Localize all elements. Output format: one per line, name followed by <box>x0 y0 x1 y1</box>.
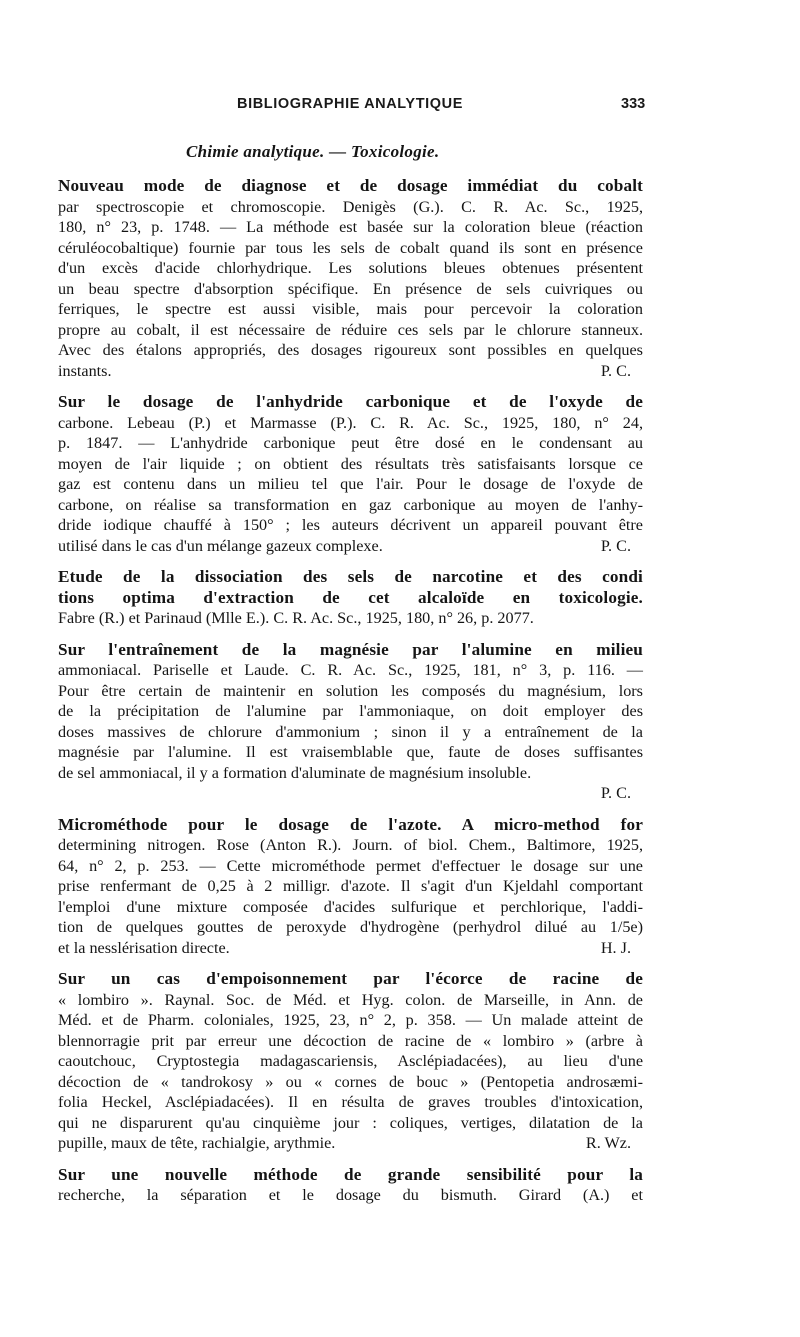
entry-line: l'emploi d'une mixture composée d'acides sulfurique et perchlorique, l'addi- <box>58 897 643 916</box>
entry-gap <box>58 381 643 392</box>
page-number: 333 <box>621 96 646 112</box>
entry-gap <box>58 629 643 640</box>
entry-line: recherche, la séparation et le dosage du bismuth. Girard (A.) et <box>58 1186 643 1204</box>
entry-line: folia Heckel, Asclépiadacées). Il en résulta de graves troubles d'intoxication, <box>58 1093 643 1111</box>
entry-anhydride-carbonique <box>58 392 643 556</box>
entry-bismuth <box>58 1165 643 1206</box>
entry-line: 64, n° 2, p. 253. — Cette microméthode permet d'effectuer le dosage sur une <box>58 856 643 875</box>
entry-gap <box>58 804 643 815</box>
entry-line: carbone, on réalise sa transformation en gaz carbonique au moyen de l'anhy- <box>58 495 643 514</box>
entry-line: qui ne disparurent qu'au cinquième jour : coliques, vertiges, dilatation de la <box>58 1113 643 1132</box>
entry-line: de sel ammoniacal, il y a formation d'aluminate de magnésium insoluble. <box>58 763 532 782</box>
entry-line: Pour être certain de maintenir en solution les composés du magnésium, lors <box>58 681 643 700</box>
entry-line: blennorragie prit par erreur une décoction de racine de « lombiro » (arbre à <box>58 1031 643 1050</box>
author-signature: H. J. <box>600 938 631 957</box>
entry-line: par spectroscopie et chromoscopie. Denigès (G.). C. R. Ac. Sc., 1925, <box>58 197 643 216</box>
entry-line: tion de quelques gouttes de peroxyde d'hydrogène (perhydrol dilué au 1/5e) <box>58 918 643 936</box>
entry-line: instants. <box>58 361 112 380</box>
author-signature: P. C. <box>600 784 631 802</box>
entry-title-line: Sur le dosage de l'anhydride carbonique et de l'oxyde de <box>58 392 643 411</box>
entry-title-line: Sur un cas d'empoisonnement par l'écorce de racine de <box>58 969 643 988</box>
entry-title-line: Microméthode pour le dosage de l'azote. A micro-method for <box>58 814 643 834</box>
entry-azote <box>58 815 643 959</box>
entry-title-line: tions optima d'extraction de cet alcaloïde en toxicologie. <box>58 587 643 607</box>
entry-line: doses massives de chlorure d'ammonium ; sinon il y a entraînement de la <box>58 722 643 741</box>
entry-gap <box>58 958 643 969</box>
entry-line: de la précipitation de l'alumine par l'ammoniaque, on doit employer des <box>58 702 643 720</box>
running-title: BIBLIOGRAPHIE ANALYTIQUE <box>237 96 464 112</box>
entry-last-line <box>58 1133 643 1154</box>
entry-line: 180, n° 23, p. 1748. — La méthode est basée sur la coloration bleue (réaction <box>58 218 643 236</box>
entry-line: d'un excès d'acide chlorhydrique. Les solutions bleues obtenues présentent <box>58 259 643 277</box>
entry-line: céruléocobaltique) fournie par tous les sels de cobalt quand ils sont en présence <box>58 238 643 257</box>
author-signature: P. C. <box>600 361 631 380</box>
entry-last-line <box>58 536 643 557</box>
entry-last-line <box>58 938 643 959</box>
entry-line: utilisé dans le cas d'un mélange gazeux complexe. <box>58 536 383 555</box>
entry-cobalt <box>58 176 643 381</box>
entry-title-line: Sur l'entraînement de la magnésie par l'alumine en milieu <box>58 639 643 659</box>
entry-line: determining nitrogen. Rose (Anton R.). Journ. of biol. Chem., Baltimore, 1925, <box>58 836 643 854</box>
entry-line: Avec des étalons appropriés, des dosages rigoureux sont possibles en quelques <box>58 341 643 359</box>
entry-line: Méd. et de Pharm. coloniales, 1925, 23, n° 2, p. 358. — Un malade atteint de <box>58 1011 643 1029</box>
entry-line: dride iodique chauffé à 150° ; les auteurs décrivent un appareil pouvant être <box>58 516 643 534</box>
entry-line: ammoniacal. Pariselle et Laude. C. R. Ac. Sc., 1925, 181, n° 3, p. 116. — <box>58 661 643 679</box>
entry-line: magnésie par l'alumine. Il est vraisemblable que, faute de doses suffisantes <box>58 743 643 761</box>
entry-lombiro <box>58 969 643 1154</box>
entry-line: moyen de l'air liquide ; on obtient des résultats très satisfaisants lorsque ce <box>58 454 643 473</box>
entry-line: propre au cobalt, il est nécessaire de réduire ces sels par le chlorure stanneux. <box>58 320 643 339</box>
entry-line: p. 1847. — L'anhydride carbonique peut être dosé en le condensant au <box>58 434 643 452</box>
entry-line: ferriques, le spectre est aussi visible, mais pour percevoir la coloration <box>58 300 643 318</box>
article-body <box>58 176 643 1206</box>
author-signature: P. C. <box>600 536 631 555</box>
entry-last-line <box>58 361 643 382</box>
author-signature: R. Wz. <box>585 1134 631 1152</box>
entry-line: « lombiro ». Raynal. Soc. de Méd. et Hyg. colon. de Marseille, in Ann. de <box>58 990 643 1009</box>
entry-line: pupille, maux de tête, rachialgie, arythmie. <box>58 1134 336 1152</box>
entry-title-line: Nouveau mode de diagnose et de dosage immédiat du cobalt <box>58 176 643 195</box>
entry-narcotine <box>58 567 643 629</box>
entry-line: carbone. Lebeau (P.) et Marmasse (P.). C. R. Ac. Sc., 1925, 180, n° 24, <box>58 413 643 432</box>
section-heading: Chimie analytique. — Toxicologie. <box>186 142 440 161</box>
entry-gap <box>58 556 643 567</box>
entry-line: caoutchouc, Cryptostegia madagascariensis, Asclépiadacées), au lieu d'une <box>58 1052 643 1070</box>
entry-line: et la nesslérisation directe. <box>58 938 230 957</box>
entry-title-line: Etude de la dissociation des sels de narcotine et des condi <box>58 567 643 586</box>
entry-line: un beau spectre d'absorption spécifique. En présence de sels cuivriques ou <box>58 279 643 298</box>
entry-magnesie <box>58 640 643 804</box>
entry-line: gaz est contenu dans un milieu tel que l'air. Pour le dosage de l'oxyde de <box>58 475 643 493</box>
entry-title-line: Sur une nouvelle méthode de grande sensibilité pour la <box>58 1164 643 1184</box>
entry-line: Fabre (R.) et Parinaud (Mlle E.). C. R. Ac. Sc., 1925, 180, n° 26, p. 2077. <box>58 609 534 627</box>
entry-line: décoction de « tandrokosy » ou « cornes de bouc » (Pentopetia androsæmi- <box>58 1072 643 1091</box>
entry-gap <box>58 1154 643 1165</box>
entry-line: prise renfermant de 0,25 à 2 milligr. d'azote. Il s'agit d'un Kjeldahl comportant <box>58 877 643 895</box>
